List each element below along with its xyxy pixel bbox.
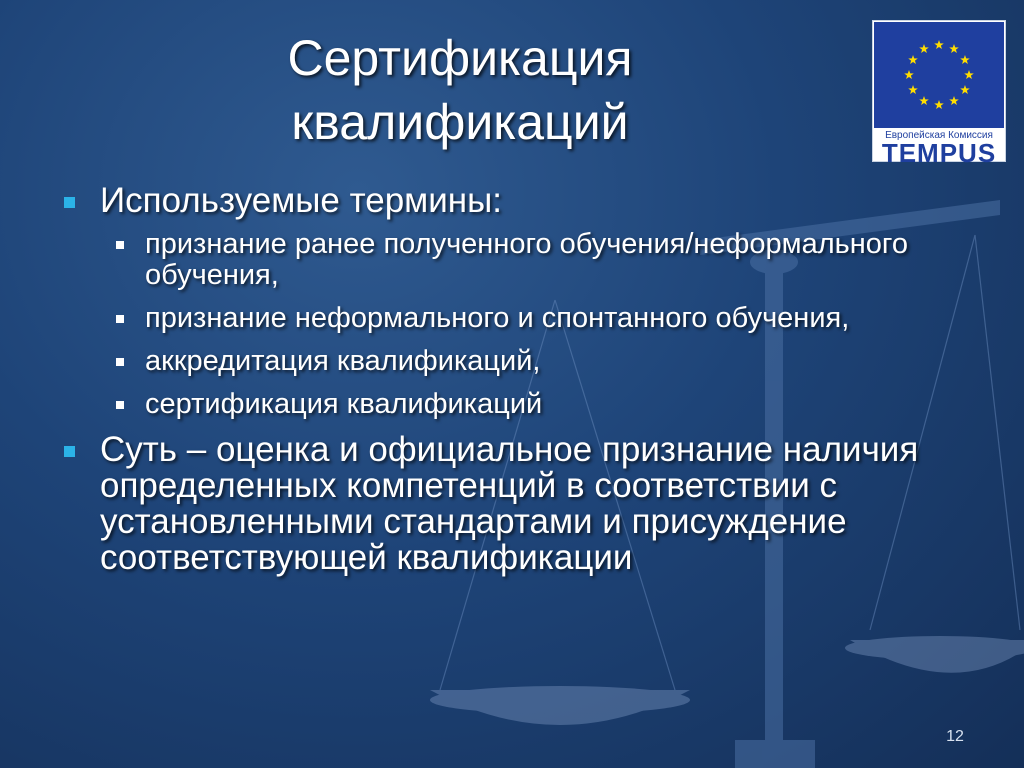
star-icon <box>960 85 970 94</box>
star-icon <box>964 70 974 79</box>
square-bullet-icon <box>116 315 124 323</box>
star-icon <box>908 55 918 64</box>
bullet-text: Используемые термины: <box>100 181 502 220</box>
sub-bullet-text: признание неформального и спонтанного обучения, <box>145 302 850 334</box>
star-icon <box>949 96 959 105</box>
star-icon <box>919 44 929 53</box>
bullet-item <box>60 432 960 576</box>
eu-stars-icon <box>874 22 1004 128</box>
sub-bullet-list <box>60 229 960 420</box>
star-icon <box>934 100 944 109</box>
star-icon <box>919 96 929 105</box>
star-icon <box>960 55 970 64</box>
sub-bullet-text: признание ранее полученного обучения/неформального обучения, <box>145 228 908 291</box>
sub-bullet-text: сертификация квалификаций <box>145 388 543 420</box>
tempus-logo <box>872 20 1006 168</box>
square-bullet-icon <box>64 197 75 208</box>
bullet-text: Суть – оценка и официальное признание наличия определенных компетенций в соответствии с установленными стандартами и присуждение соответствующей квалификации <box>100 430 919 577</box>
sub-bullet-item <box>60 303 960 334</box>
square-bullet-icon <box>64 446 75 457</box>
square-bullet-icon <box>116 358 124 366</box>
logo-name: TEMPUS <box>881 138 997 168</box>
square-bullet-icon <box>116 241 124 249</box>
page-number: 12 <box>946 728 964 745</box>
sub-bullet-item <box>60 389 960 420</box>
star-icon <box>904 70 914 79</box>
sub-bullet-text: аккредитация квалификаций, <box>145 345 541 377</box>
star-icon <box>908 85 918 94</box>
bullet-list <box>60 183 960 586</box>
sub-bullet-item <box>60 346 960 377</box>
sub-bullet-item <box>60 229 960 291</box>
bullet-item <box>60 183 960 219</box>
square-bullet-icon <box>116 401 124 409</box>
slide-title: Сертификация квалификаций <box>287 30 633 150</box>
logo-subtitle: Европейская Комиссия <box>885 130 993 141</box>
eu-flag <box>874 22 1004 128</box>
star-icon <box>934 40 944 49</box>
star-icon <box>949 44 959 53</box>
